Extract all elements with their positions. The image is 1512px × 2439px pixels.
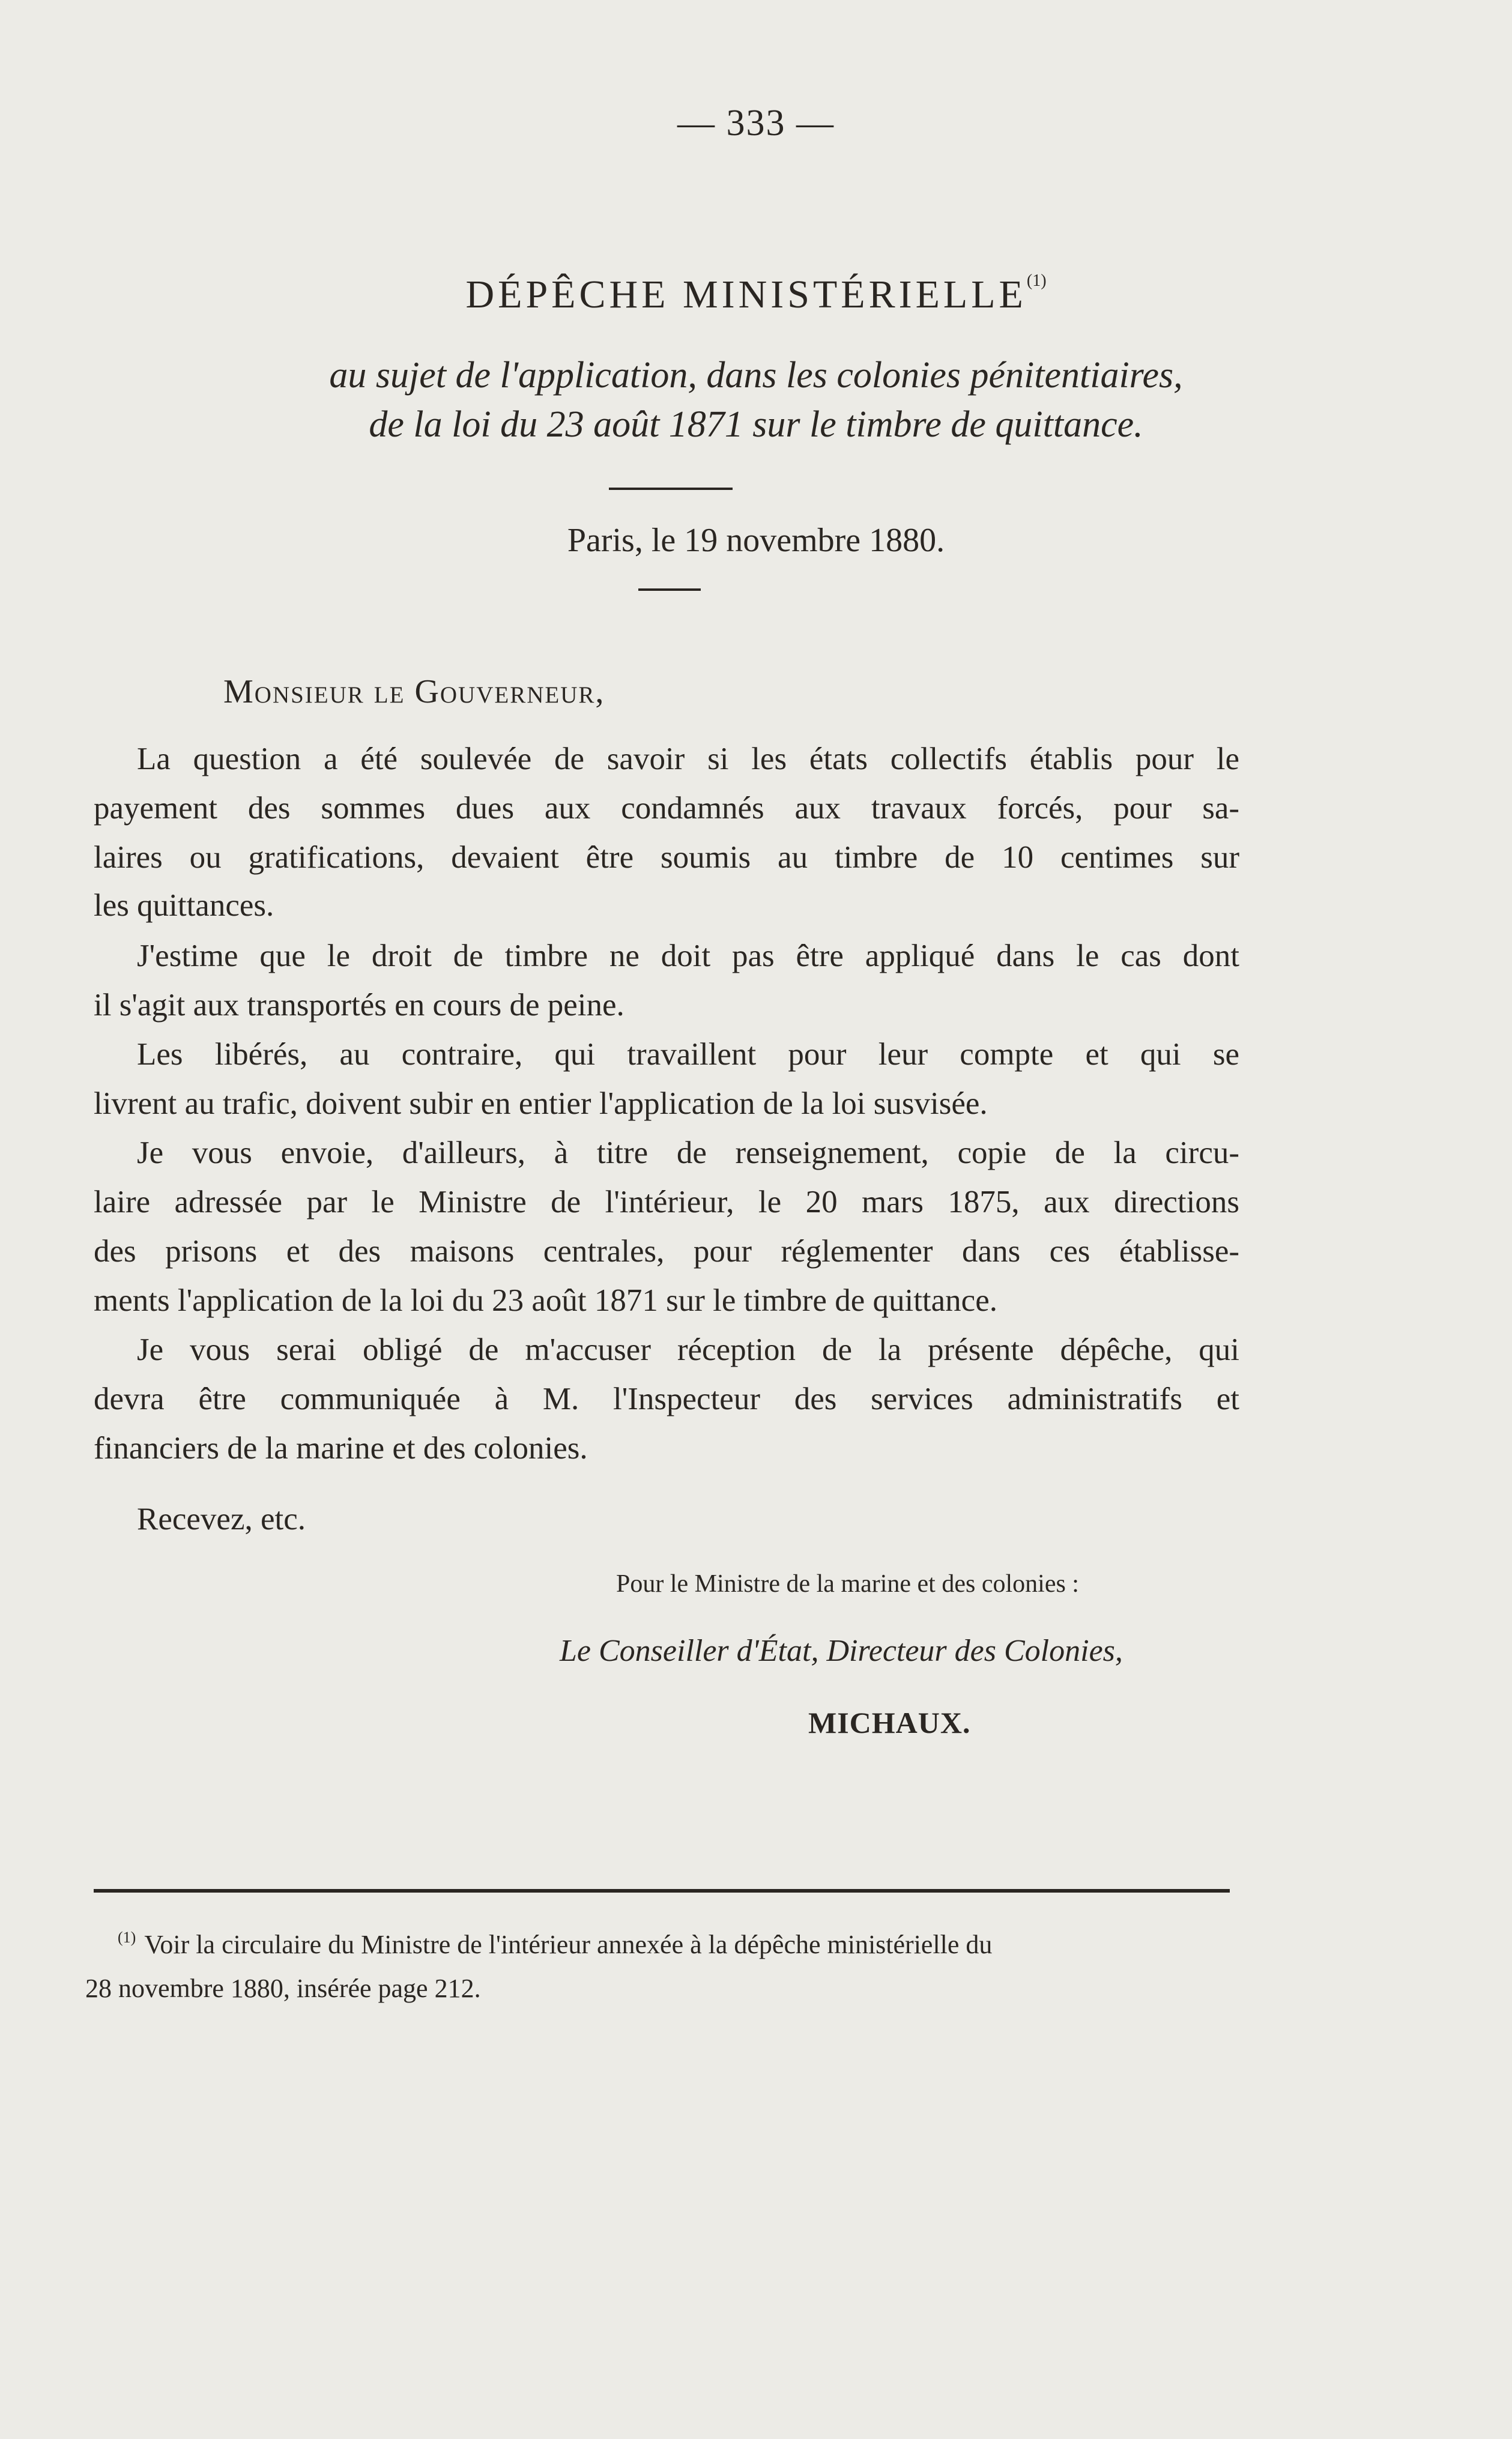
subtitle-line-1: au sujet de l'application, dans les colonies pénitentiaires, <box>329 355 1183 396</box>
body-line: financiers de la marine et des colonies. <box>94 1431 588 1466</box>
body-line: Les libérés, au contraire, qui travaillent pour leur compte et qui se <box>137 1037 1239 1072</box>
body-line: les quittances. <box>94 888 274 923</box>
salutation: Monsieur le Gouverneur, <box>223 673 605 710</box>
signature-name: MICHAUX. <box>808 1706 971 1739</box>
body-line: Je vous envoie, d'ailleurs, à titre de renseignement, copie de la circu- <box>137 1135 1239 1170</box>
footnote-line-1 <box>118 1929 992 1960</box>
date-divider <box>638 588 701 591</box>
signature-title: Le Conseiller d'État, Directeur des Colonies, <box>560 1634 1123 1668</box>
body-line: payement des sommes dues aux condamnés aux travaux forcés, pour sa- <box>94 791 1239 826</box>
footnote-text: Voir la circulaire du Ministre de l'intérieur annexée à la dépêche ministérielle du <box>144 1930 993 1959</box>
body-line: laires ou gratifications, devaient être soumis au timbre de 10 centimes sur <box>94 840 1239 875</box>
document-title <box>0 271 1512 318</box>
dateline: Paris, le 19 novembre 1880. <box>567 522 945 559</box>
subtitle-line-2: de la loi du 23 août 1871 sur le timbre de quittance. <box>369 404 1143 445</box>
footnote-line-2: 28 novembre 1880, insérée page 212. <box>85 1974 481 2003</box>
title-footnote-mark: (1) <box>1026 271 1047 290</box>
title-divider <box>609 488 733 490</box>
body-line: Je vous serai obligé de m'accuser réception de la présente dépêche, qui <box>137 1332 1239 1367</box>
body-line: devra être communiquée à M. l'Inspecteur des services administratifs et <box>94 1382 1239 1416</box>
body-line: J'estime que le droit de timbre ne doit pas être appliqué dans le cas dont <box>137 938 1239 973</box>
body-line: laire adressée par le Ministre de l'intérieur, le 20 mars 1875, aux directions <box>94 1185 1239 1220</box>
body-line: La question a été soulevée de savoir si les états collectifs établis pour le <box>137 742 1239 776</box>
body-line: ments l'application de la loi du 23 août 1871 sur le timbre de quittance. <box>94 1283 997 1318</box>
title-text: DÉPÊCHE MINISTÉRIELLE <box>465 273 1027 316</box>
footnote-divider <box>94 1889 1230 1893</box>
signature-for-line: Pour le Ministre de la marine et des colonies : <box>616 1570 1079 1598</box>
closing: Recevez, etc. <box>137 1502 306 1537</box>
footnote-mark: (1) <box>118 1929 136 1946</box>
page-number: — 333 — <box>677 103 835 144</box>
body-line: des prisons et des maisons centrales, pour réglementer dans ces établisse- <box>94 1234 1239 1269</box>
body-line: livrent au trafic, doivent subir en entier l'application de la loi susvisée. <box>94 1086 988 1121</box>
body-line: il s'agit aux transportés en cours de peine. <box>94 988 624 1023</box>
